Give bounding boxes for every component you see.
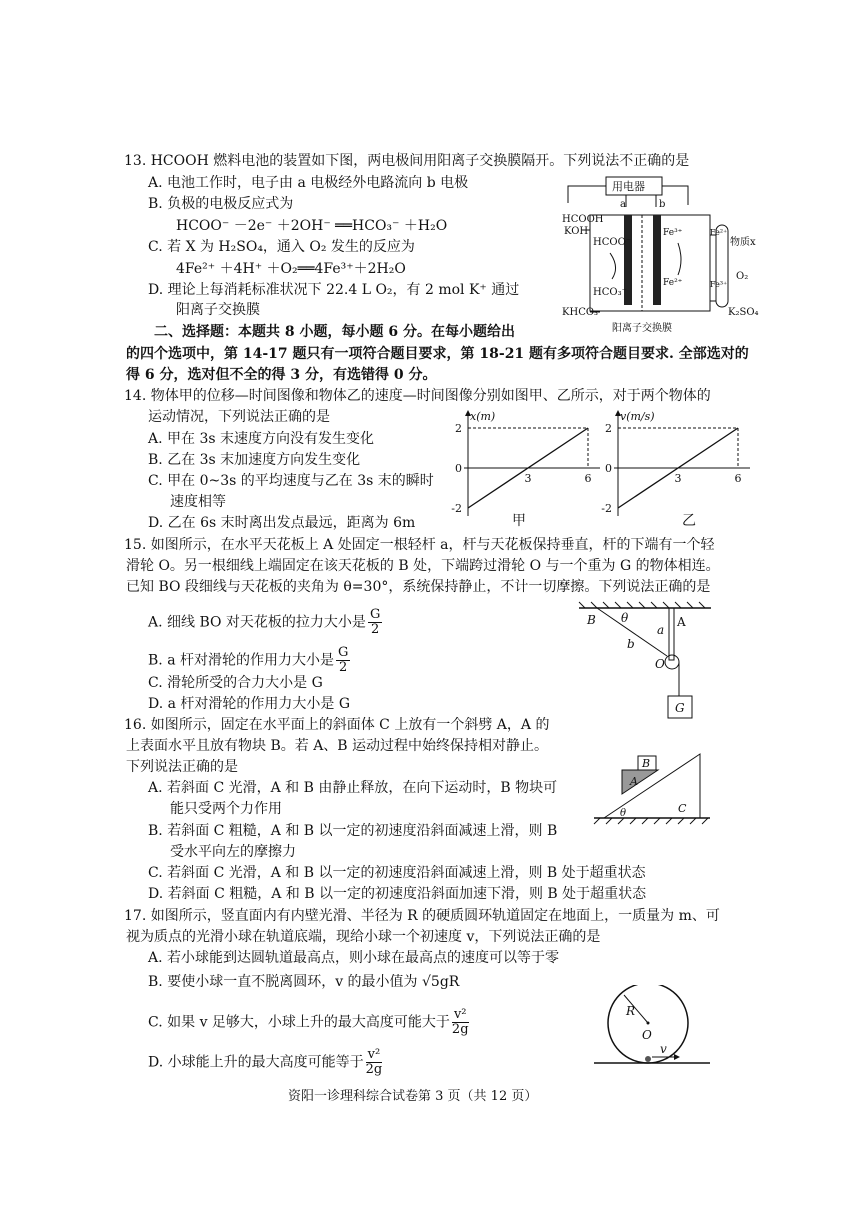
q15-option-a [148, 608, 382, 637]
page-footer: 资阳一诊理科综合试卷第 3 页（共 12 页） [288, 1089, 538, 1104]
q14-option-b: B. 乙在 3s 末加速度方向发生变化 [148, 452, 361, 468]
q16-option-b: B. 若斜面 C 粗糙，A 和 B 以一定的初速度沿斜面减速上滑，则 B [148, 823, 558, 839]
fe-top-label: Fe³⁺ [663, 228, 683, 238]
membrane-label: 阳离子交换膜 [612, 323, 672, 334]
wedge-a [622, 770, 658, 794]
weight-g-label: G [675, 701, 685, 715]
q15-option-c: C. 滑轮所受的合力大小是 G [148, 675, 323, 691]
string-b-label: b [627, 637, 635, 651]
incline-diagram [590, 752, 715, 827]
fraction-v2-over-2g: $\frac{\text{v²}}{2g}$ [365, 1047, 383, 1077]
fraction-g-over-2: $\frac{G}{2}$ [338, 645, 349, 675]
y-tick-label: 0 [455, 462, 462, 475]
q16-stem-cont2: 下列说法正确的是 [126, 759, 238, 775]
regeneration-column [716, 225, 728, 307]
point-a-label: A [677, 615, 686, 629]
y-axis-label: x(m) [470, 410, 496, 423]
left-ion: HCOO⁻ [593, 237, 632, 248]
radius-r-label: R [626, 1004, 636, 1018]
electrode-b [653, 215, 661, 305]
q16-stem-cont1: 上表面水平且放有物块 B。若 A、B 运动过程中始终保持相对静止。 [126, 738, 549, 754]
rod-a-label: a [657, 623, 665, 637]
q14-stem-cont: 运动情况，下列说法正确的是 [148, 409, 330, 425]
q16-option-a: A. 若斜面 C 光滑，A 和 B 由静止释放，在向下运动时，B 物块可 [148, 780, 558, 796]
left-product: HCO₃⁻ [593, 287, 627, 298]
chart-displacement-time [440, 408, 600, 518]
q13-option-d-cont: 阳离子交换膜 [176, 302, 260, 318]
q17-stem: 17. 如图所示，竖直面内有内壁光滑、半径为 R 的硬质圆环轨道固定在地面上，一质量为 m、可 [124, 908, 720, 924]
q13-option-b: B. 负极的电极反应式为 [148, 196, 294, 212]
q15-option-d: D. a 杆对滑轮的作用力大小是 G [148, 696, 351, 712]
q17-option-d [148, 1048, 382, 1077]
angle-theta-label: θ [620, 808, 627, 819]
y-tick-label: 2 [605, 422, 612, 435]
k2so4-label: K₂SO₄ [728, 307, 759, 318]
incline-c-label: C [678, 802, 687, 815]
rod-a [669, 608, 674, 660]
chart-velocity-time [590, 408, 750, 518]
section2-heading-line3: 得 6 分，选对但不全的得 3 分，有选错得 0 分。 [126, 367, 437, 383]
q14-option-c-cont: 速度相等 [170, 494, 226, 510]
chart-caption-yi: 乙 [682, 513, 696, 529]
q13-option-c-equation: 4Fe²⁺ ＋4H⁺ ＋O₂══4Fe³⁺＋2H₂O [176, 261, 406, 277]
wedge-a-label: A [630, 775, 638, 788]
right-fe-bottom: Fe³⁺ [710, 280, 728, 289]
q14-option-a: A. 甲在 3s 末速度方向没有发生变化 [148, 431, 375, 447]
y-tick-label: -2 [451, 502, 462, 515]
y-tick-label: 0 [605, 462, 612, 475]
q17-option-b: B. 要使小球一直不脱离圆环，v 的最小值为 √5gR [148, 974, 460, 990]
q13-option-d: D. 理论上每消耗标准状况下 22.4 L O₂，有 2 mol K⁺ 通过 [148, 282, 520, 298]
x-tick-label: 6 [584, 472, 592, 485]
q14-option-d: D. 乙在 6s 末时离出发点最远，距离为 6m [148, 515, 416, 531]
section2-heading-line1: 二、选择题：本题共 8 小题，每小题 6 分。在每小题给出 [154, 324, 515, 340]
q17-option-a: A. 若小球能到达圆轨道最高点，则小球在最高点的速度可以等于零 [148, 950, 560, 966]
pulley-diagram [575, 600, 715, 725]
q16-option-c: C. 若斜面 C 光滑，A 和 B 以一定的初速度沿斜面减速上滑，则 B 处于超重状态 [148, 865, 646, 881]
q16-stem: 16. 如图所示，固定在水平面上的斜面体 C 上放有一个斜劈 A，A 的 [124, 717, 550, 733]
q14-option-c: C. 甲在 0~3s 的平均速度与乙在 3s 末的瞬时 [148, 473, 434, 489]
fraction-g-over-2: $\frac{G}{2}$ [369, 607, 381, 637]
q13-stem: 13. HCOOH 燃料电池的装置如下图，两电极间用阳离子交换膜隔开。下列说法不正确的是 [124, 153, 690, 169]
theta-label: θ [621, 611, 629, 625]
q16-option-b-cont: 受水平向左的摩擦力 [170, 844, 296, 860]
velocity-v-label: v [660, 1042, 667, 1056]
q15-option-a-text: A. 细线 BO 对天花板的拉力大小是 [148, 614, 366, 631]
q13-option-c: C. 若 X 为 H₂SO₄，通入 O₂ 发生的反应为 [148, 239, 415, 255]
section2-heading-line2: 的四个选项中，第 14-17 题只有一项符合题目要求，第 18-21 题有多项符合题目要求. 全部选对的 [126, 346, 749, 362]
q15-option-b-text: B. a 杆对滑轮的作用力大小是 [148, 652, 334, 669]
electrode-a-label: a [620, 199, 626, 210]
substance-x-label: 物质x [730, 237, 756, 248]
y-tick-label: -2 [601, 502, 612, 515]
electrode-b-label: b [659, 199, 666, 210]
q15-option-b [148, 646, 350, 675]
q13-option-a: A. 电池工作时，电子由 a 电极经外电路流向 b 电极 [148, 175, 469, 191]
block-b-label: B [642, 757, 651, 770]
q15-stem-cont2: 已知 BO 段细线与天花板的夹角为 θ=30°，系统保持静止，不计一切摩擦。下列说法正确的是 [126, 579, 711, 595]
point-b-label: B [587, 613, 596, 627]
pulley-o-label: O [655, 657, 665, 671]
left-input-1: HCOOH [562, 214, 604, 225]
chart-caption-jia: 甲 [512, 513, 526, 529]
q15-stem-cont1: 滑轮 O。另一根细线上端固定在该天花板的 B 处，下端跨过滑轮 O 与一个重为 G 的物体相连。 [126, 558, 720, 574]
x-tick-label: 3 [674, 472, 682, 485]
x-tick-label: 6 [734, 472, 742, 485]
o2-label: O₂ [736, 271, 749, 282]
left-output: KHCO₃ [562, 307, 599, 318]
q17-stem-cont: 视为质点的光滑小球在轨道底端，现给小球一个初速度 v，下列说法正确的是 [126, 929, 601, 945]
ball [645, 1056, 651, 1062]
circular-track-diagram [590, 985, 715, 1065]
fe-bottom-label: Fe²⁺ [663, 278, 683, 288]
y-tick-label: 2 [455, 422, 462, 435]
y-axis-label: v(m/s) [620, 410, 655, 423]
q14-stem: 14. 物体甲的位移—时间图像和物体乙的速度—时间图像分别如图甲、乙所示，对于两个物体的 [124, 388, 711, 404]
q16-option-a-cont: 能只受两个力作用 [170, 801, 282, 817]
q13-option-b-equation: HCOO⁻ －2e⁻ ＋2OH⁻ ══HCO₃⁻ ＋H₂O [176, 218, 448, 234]
right-fe-top: Fe²⁺ [710, 228, 728, 237]
q17-option-c [148, 1008, 469, 1037]
pulley-o [665, 655, 679, 669]
q17-option-c-text: C. 如果 v 足够大，小球上升的最大高度可能大于 [148, 1014, 450, 1031]
q15-stem: 15. 如图所示，在水平天花板上 A 处固定一根轻杆 a，杆与天花板保持垂直，杆的下端有一个轻 [124, 537, 715, 553]
fraction-v2-over-2g: $\frac{\text{v²}}{2g}$ [451, 1007, 469, 1037]
left-input-2: KOH [564, 226, 589, 237]
x-tick-label: 3 [524, 472, 532, 485]
device-label: 用电器 [612, 180, 645, 193]
center-o-label: O [642, 1028, 652, 1042]
q17-option-d-text: D. 小球能上升的最大高度可能等于 [148, 1054, 364, 1071]
fuel-cell-diagram [560, 175, 760, 335]
q16-option-d: D. 若斜面 C 粗糙，A 和 B 以一定的初速度沿斜面加速下滑，则 B 处于超重状态 [148, 886, 647, 902]
